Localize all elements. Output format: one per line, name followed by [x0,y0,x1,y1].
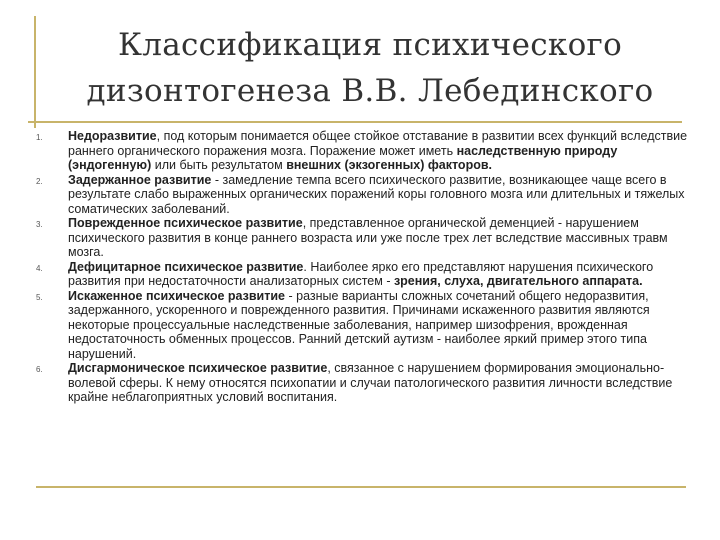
item-number: 1. [36,133,43,142]
item-text: - разные варианты сложных сочетаний общего недоразвития, задержанного, ускоренного и поврежденного развития. Причинами искаженного развития являются некоторые процессуальные наследственные заболевания, например шизофрения, врожденная недостаточность обменных процессов. Ранний детский аутизм - наиболее яркий пример этого типа нарушений. [68,288,650,361]
list-item [36,129,696,173]
item-term: Поврежденное психическое развитие [68,216,303,230]
item-text: , под которым понимается общее стойкое отставание в развитии всех функций вследствие раннего органического поражения мозга. Поражение может иметь [68,129,688,158]
item-text: - замедление темпа всего психического развитие, возникающее чаще всего в результате слабо выраженных органических поражений коры головного мозга или длительных и тяжелых соматических заболеваний. [68,172,685,216]
item-term: Дефицитарное психическое развитие [68,259,304,274]
title-line-1: Классификация психического [117,27,623,63]
item-term: Задержанное развитие [68,172,212,187]
item-number: 2. [36,176,43,186]
title-line-2: дизонтогенеза В.В. Лебединского [86,73,654,109]
list-item [36,361,696,405]
item-term: Дисгармоническое психическое развитие [68,361,328,375]
slide-title [40,22,700,114]
title-divider-line [28,121,682,123]
item-number: 5. [36,292,43,302]
item-number: 6. [36,365,43,374]
list-item [36,173,696,217]
item-number: 3. [36,220,43,229]
item-text: или быть результатом [151,158,287,172]
item-text: . Наиболее ярко его представляют нарушения психического развития при недостаточности анализаторных систем - [68,259,654,288]
item-punctuation: . [488,158,493,172]
item-text: , представленное органической деменцией - нарушением психического развития в конце раннего возраста или уже после трех лет вследствие массивных травм мозга. [68,216,668,259]
bottom-divider-line [36,486,686,488]
list-item [36,216,696,260]
item-punctuation: . [639,274,643,288]
list-item [36,260,696,289]
item-emphasis: зрения, слуха, двигательного аппарата [393,274,640,288]
item-term: Недоразвитие [68,129,157,143]
item-text: , связанное с нарушением формирования эмоционально-волевой сферы. К нему относятся психопатии и случаи патологического развития личности вследствие крайне неблагоприятных условий воспитания. [68,361,673,404]
classification-list [36,129,696,405]
list-item [36,289,696,362]
item-emphasis: внешних (экзогенных) факторов [286,158,489,172]
item-emphasis: наследственную природу (эндогенную) [68,143,618,172]
item-term: Искаженное психическое развитие [68,288,286,303]
accent-vertical-line [34,16,36,128]
item-number: 4. [36,263,43,273]
